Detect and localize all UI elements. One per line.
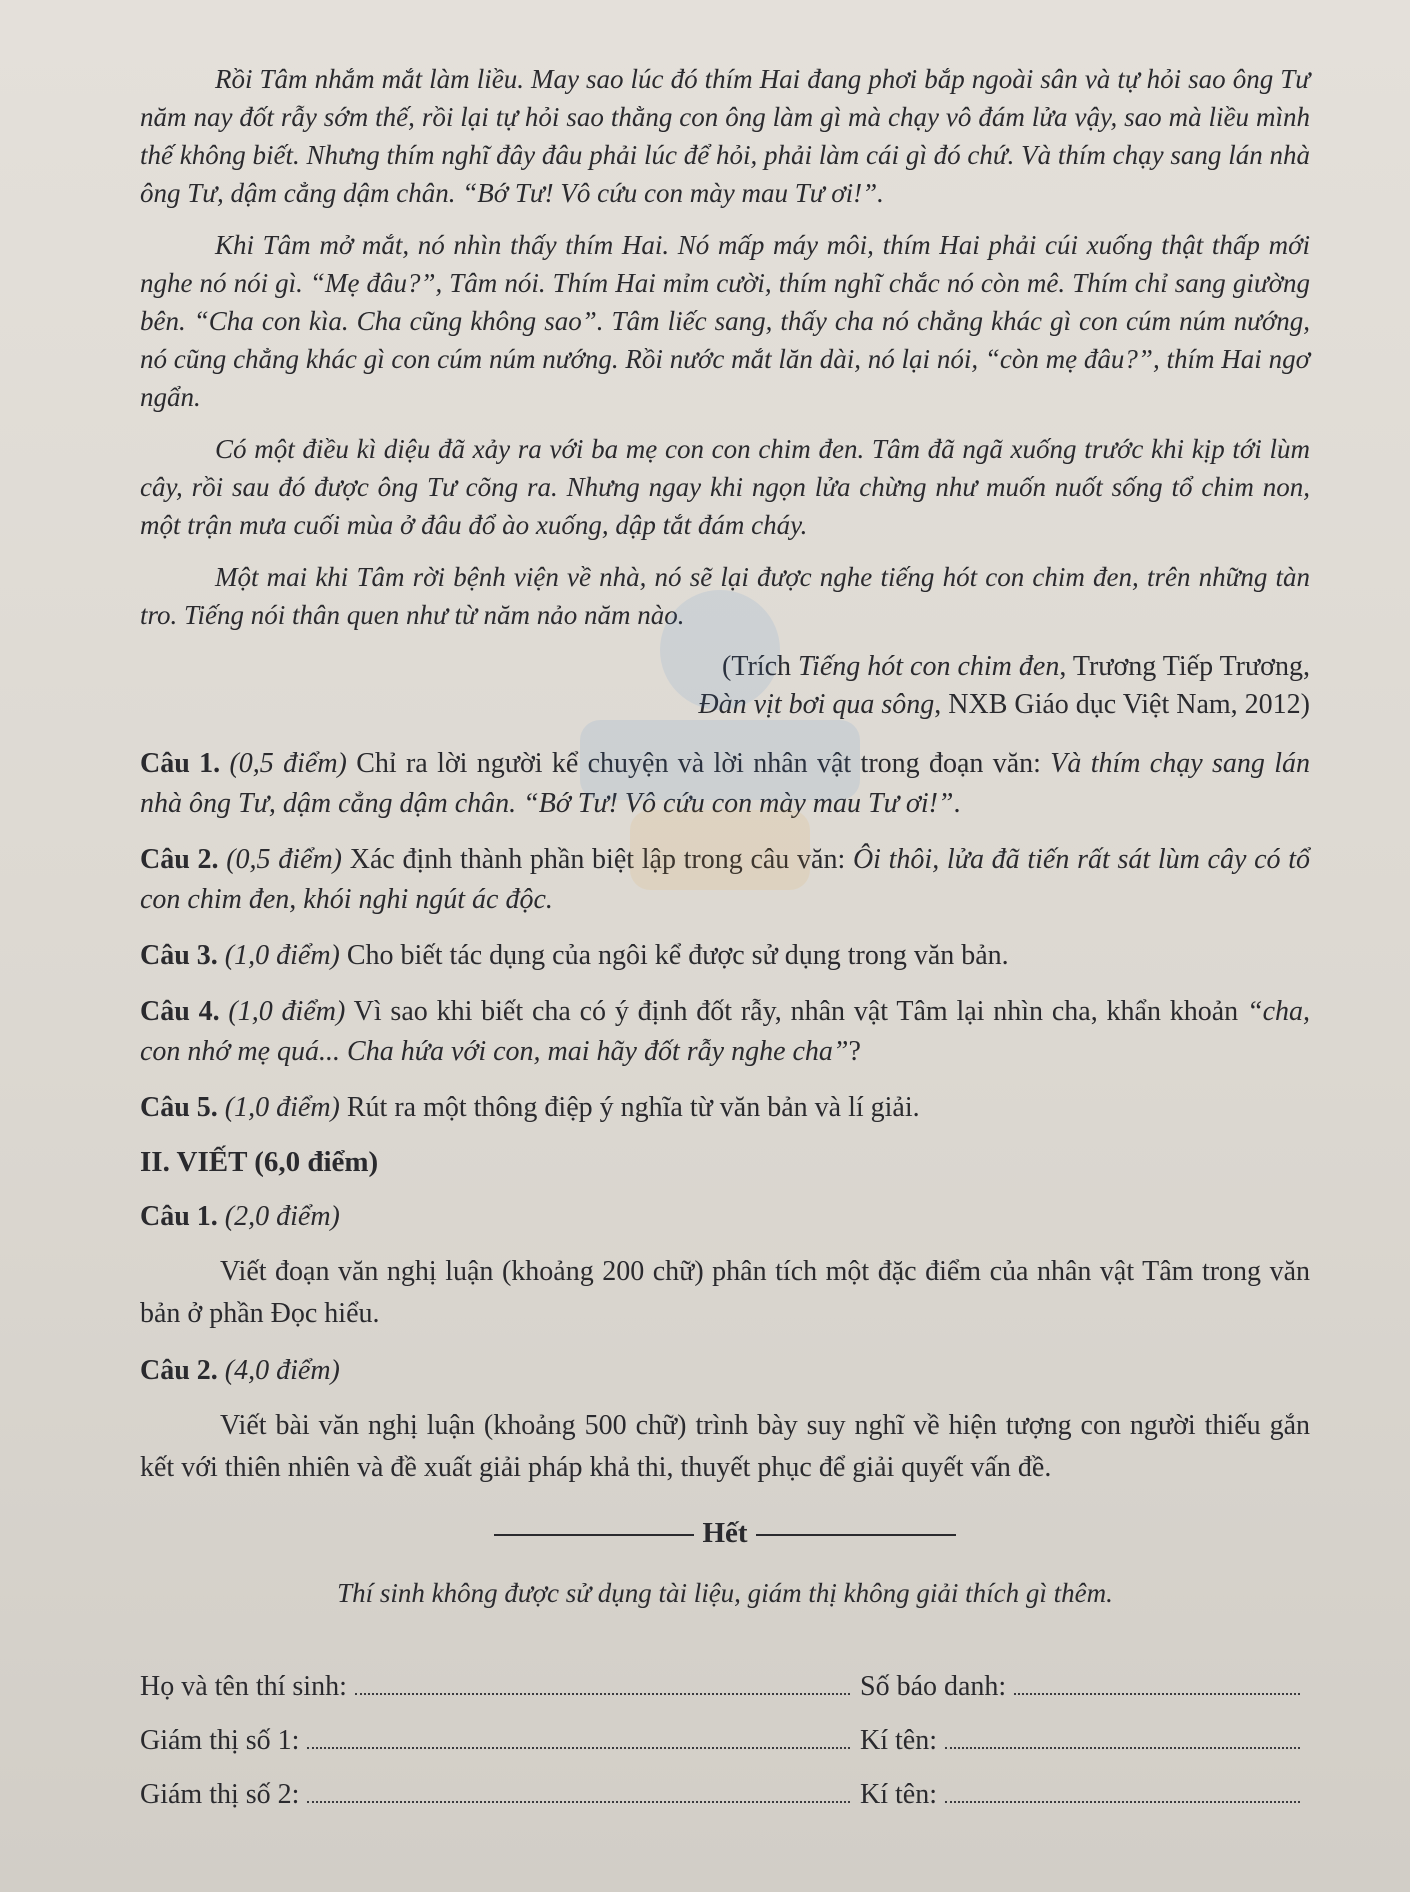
- question-tail: .: [953, 788, 961, 819]
- form-row-name: [140, 1649, 1310, 1703]
- passage-source: [140, 648, 1310, 724]
- proctor-1-label: Giám thị số 1:: [140, 1725, 300, 1756]
- question-text: Vì sao khi biết cha có ý định đốt rẫy, nhân vật Tâm lại nhìn cha, khẩn khoản: [345, 996, 1247, 1027]
- id-field[interactable]: [1014, 1692, 1300, 1695]
- name-label: Họ và tên thí sinh:: [140, 1671, 347, 1702]
- question-label: Câu 3.: [140, 940, 218, 971]
- question-label: Câu 2.: [140, 844, 219, 875]
- question-points: (1,0 điểm): [224, 940, 340, 971]
- question-points: (0,5 điểm): [226, 844, 343, 875]
- question-text: Cho biết tác dụng của ngôi kể được sử dụng trong văn bản.: [339, 940, 1009, 971]
- proctor-1-field[interactable]: [307, 1746, 850, 1749]
- question-text: Rút ra một thông điệp ý nghĩa từ văn bản và lí giải.: [339, 1092, 920, 1123]
- proctor-2-field[interactable]: [307, 1800, 850, 1803]
- question-tail: ?: [848, 1036, 861, 1067]
- source-line-1: [140, 648, 1310, 686]
- name-field[interactable]: [355, 1692, 850, 1695]
- question-label: Câu 1.: [140, 1201, 218, 1232]
- sign-2-group: [860, 1779, 1310, 1811]
- question-5: [140, 1088, 1310, 1128]
- passage-paragraph-3: Có một điều kì diệu đã xảy ra với ba mẹ con con chim đen. Tâm đã ngã xuống trước khi kịp tới lùm cây, rồi sau đó được ông Tư cõng ra. Nhưng ngay khi ngọn lửa chừng như muốn nuốt sống tổ chim non, một trận mưa cuối mùa ở đâu đổ ào xuống, dập tắt đám cháy.: [140, 434, 1310, 540]
- id-group: [860, 1671, 1310, 1703]
- writing-question-2-header: [140, 1355, 1310, 1387]
- sign-2-field[interactable]: [945, 1800, 1300, 1803]
- question-3: [140, 936, 1310, 976]
- question-label: Câu 1.: [140, 748, 221, 779]
- question-points: (1,0 điểm): [224, 1092, 340, 1123]
- reading-passage: [140, 60, 1310, 634]
- form-row-proctor-2: [140, 1757, 1310, 1811]
- form-row-proctor-1: [140, 1703, 1310, 1757]
- passage-paragraph-1: Rồi Tâm nhắm mắt làm liều. May sao lúc đó thím Hai đang phơi bắp ngoài sân và tự hỏi sao ông Tư năm nay đốt rẫy sớm thế, rồi lại tự hỏi sao thằng con ông làm gì mà chạy vô đám lửa vậy, sao mà liều mình thế không biết. Nhưng thím nghĩ đây đâu phải lúc để hỏi, phải làm cái gì đó chứ. Và thím chạy sang lán nhà ông Tư, dậm cẳng dậm chân. “Bớ Tư! Vô cứu con mày mau Tư ơi!”.: [140, 64, 1310, 208]
- end-rule-right: [756, 1534, 956, 1536]
- question-quote: “cha, con nhớ mẹ quá... Cha hứa với con, mai hãy đốt rẫy nghe cha”: [140, 996, 1310, 1067]
- source-line-2: [140, 686, 1310, 724]
- sign-1-group: [860, 1725, 1310, 1757]
- end-text: Hết: [702, 1517, 748, 1549]
- candidate-form: [140, 1649, 1310, 1811]
- question-points: (2,0 điểm): [224, 1201, 340, 1232]
- writing-heading: II. VIẾT (6,0 điểm): [140, 1146, 379, 1178]
- proctor-2-label: Giám thị số 2:: [140, 1779, 300, 1810]
- id-label: Số báo danh:: [860, 1671, 1007, 1702]
- question-text: Chỉ ra lời người kể chuyện và lời nhân vật trong đoạn văn:: [346, 748, 1051, 779]
- question-2: [140, 840, 1310, 920]
- question-points: (0,5 điểm): [229, 748, 347, 779]
- question-quote: Và thím chạy sang lán nhà ông Tư, dậm cẳng dậm chân. “Bớ Tư! Vô cứu con mày mau Tư ơi!”: [140, 748, 1310, 819]
- question-label: Câu 2.: [140, 1355, 218, 1386]
- question-4: [140, 992, 1310, 1072]
- sign-2-label: Kí tên:: [860, 1779, 937, 1810]
- question-1: [140, 744, 1310, 824]
- source-title: Tiếng hót con chim đen: [798, 651, 1060, 682]
- question-points: (4,0 điểm): [224, 1355, 340, 1386]
- question-label: Câu 4.: [140, 996, 220, 1027]
- passage-paragraph-2: Khi Tâm mở mắt, nó nhìn thấy thím Hai. Nó mấp máy môi, thím Hai phải cúi xuống thật thấp mới nghe nó nói gì. “Mẹ đâu?”, Tâm nói. Thím Hai mỉm cười, thím nghĩ chắc nó còn mê. Thím chỉ sang giường bên. “Cha con kìa. Cha cũng không sao”. Tâm liếc sang, thấy cha nó chẳng khác gì con cúm núm nướng, nó cũng chẳng khác gì con cúm núm nướng. Rồi nước mắt lăn dài, nó lại nói, “còn mẹ đâu?”, thím Hai ngơ ngẩn.: [140, 230, 1310, 412]
- question-text: Xác định thành phần biệt lập trong câu văn:: [342, 844, 853, 875]
- source-publisher: , NXB Giáo dục Việt Nam, 2012): [934, 689, 1310, 720]
- writing-question-1-header: [140, 1201, 1310, 1233]
- writing-question-1-text: Viết đoạn văn nghị luận (khoảng 200 chữ) phân tích một đặc điểm của nhân vật Tâm trong văn bản ở phần Đọc hiểu.: [140, 1256, 1310, 1329]
- source-author: , Trương Tiếp Trương,: [1059, 651, 1310, 682]
- reading-questions: [140, 744, 1310, 1128]
- question-quote: Ôi thôi, lửa đã tiến rất sát lùm cây có tổ con chim đen, khói nghi ngút ác độc.: [140, 844, 1311, 915]
- question-label: Câu 5.: [140, 1092, 218, 1123]
- sign-1-label: Kí tên:: [860, 1725, 937, 1756]
- question-points: (1,0 điểm): [228, 996, 346, 1027]
- passage-paragraph-4: Một mai khi Tâm rời bệnh viện về nhà, nó sẽ lại được nghe tiếng hót con chim đen, trên những tàn tro. Tiếng nói thân quen như từ năm nảo năm nào.: [140, 562, 1310, 630]
- writing-question-2-text: Viết bài văn nghị luận (khoảng 500 chữ) trình bày suy nghĩ về hiện tượng con người thiếu gắn kết với thiên nhiên và đề xuất giải pháp khả thi, thuyết phục để giải quyết vấn đề.: [140, 1410, 1310, 1483]
- end-rule-left: [494, 1534, 694, 1536]
- source-prefix: (Trích: [722, 651, 799, 682]
- source-book: Đàn vịt bơi qua sông: [698, 689, 935, 720]
- exam-note: Thí sinh không được sử dụng tài liệu, giám thị không giải thích gì thêm.: [337, 1578, 1113, 1608]
- end-marker: [140, 1517, 1310, 1550]
- sign-1-field[interactable]: [945, 1746, 1300, 1749]
